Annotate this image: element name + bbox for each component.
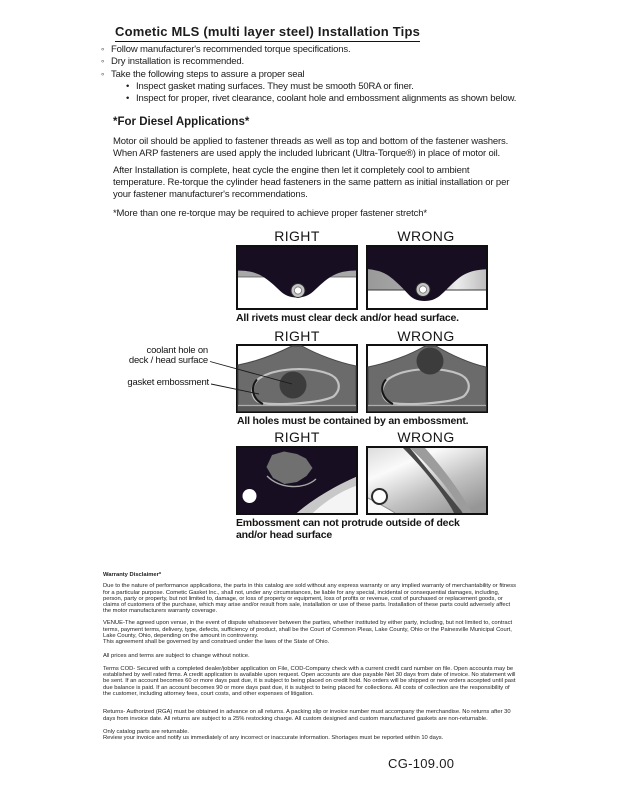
tip-text: Dry installation is recommended. <box>111 56 245 68</box>
warranty-disclaimer-section <box>103 572 517 741</box>
warranty-paragraph: Due to the nature of performance applications, the parts in this catalog are sold without any express warranty or any implied warranty of merchantability or fitness for a particular purpose. Cometic Gasket Inc., shall not, under any circumstances, be liable for any special, incidental or consequential damages, including, person, party or property, but not limited to, damage, or loss of property or equipment, loss of profits or revenue, cost of purchased or replacement goods, or claims of customers of the purchase, which may arise and/or result from sale, installation or use of these parts. Installation of these parts could adversely affect the motor manufacturers warranty coverage. <box>103 583 517 615</box>
row2-wrong-label: WRONG <box>397 328 455 344</box>
coolant-hole-icon <box>417 348 444 375</box>
open-bullet-icon: ◦ <box>101 68 105 80</box>
installation-tips-list <box>101 44 571 105</box>
only-catalog-text: Only catalog parts are returnable. <box>103 728 190 735</box>
retorque-note: *More than one re-torque may be required to achieve proper fastener stretch* <box>113 208 427 219</box>
prices-paragraph: All prices and terms are subject to change without notice. <box>103 653 250 660</box>
diesel-applications-section <box>113 116 517 225</box>
diagram-protrusion-wrong <box>366 446 488 515</box>
venue-text: VENUE-The agreed upon venue, in the event of dispute whatsoever between the parties, whether instituted by either party, including, but not limited to, contract terms, payment terms, delivery, type, defects, sufficiency of product, shall be the Court of Common Pleas, Lake County, Ohio or the Painesville Municipal Court, Lake County, Ohio, depending on the amount in controversy. <box>103 620 513 639</box>
diagram-protrusion-right <box>236 446 358 515</box>
gasket-embossment-annotation: gasket embossment <box>127 377 209 388</box>
list-item <box>126 81 571 93</box>
venue-paragraph <box>103 620 517 645</box>
list-item <box>126 93 571 105</box>
tip-text: Inspect for proper, rivet clearance, coolant hole and embossment alignments as shown below. <box>136 92 517 104</box>
returnable-paragraph <box>103 729 517 742</box>
filled-bullet-icon: • <box>126 92 130 104</box>
tip-text: Follow manufacturer's recommended torque specifications. <box>111 44 351 55</box>
tip-text: Take the following steps to assure a proper seal <box>111 68 305 80</box>
filled-bullet-icon: • <box>126 80 130 92</box>
review-invoice-text: Review your invoice and notify us immediately of any incorrect or inaccurate information. Shortages must be reported within 10 days. <box>103 735 444 742</box>
tip-text: Inspect gasket mating surfaces. They must be smooth 50RA or finer. <box>136 80 414 92</box>
row1-wrong-label: WRONG <box>397 228 455 244</box>
list-item <box>101 56 571 68</box>
returns-paragraph: Returns- Authorized (RGA) must be obtained in advance on all returns. A packing slip or invoice number must accompany the merchandise. No returns after 30 days from invoice date. All returns are subject to a 25% restocking charge. All custom designed and custom manufactured gaskets are non-returnable. <box>103 709 511 722</box>
diagram-embossment-right <box>236 344 358 413</box>
diesel-paragraph: After Installation is complete, heat cycle the engine then let it completely cool to ambient temperature. Re-torque the cylinder head fasteners in the same pattern as initial installation or per your fastener manufacturer's recommendations. <box>113 165 510 200</box>
bolt-hole-icon <box>372 489 387 504</box>
row2-caption: All holes must be contained by an embossment. <box>237 415 469 427</box>
row3-right-label: RIGHT <box>274 429 320 445</box>
page-number: CG-109.00 <box>388 756 455 771</box>
row1-right-label: RIGHT <box>274 228 320 244</box>
diagram-embossment-wrong <box>366 344 488 413</box>
open-bullet-icon: ◦ <box>101 44 105 55</box>
diagram-rivet-wrong <box>366 245 488 310</box>
row3-wrong-label: WRONG <box>397 429 455 445</box>
diesel-paragraph: Motor oil should be applied to fastener threads as well as top and bottom of the fastener washers. When ARP fasteners are used apply the included lubricant (Ultra-Torque®) in place of motor oil. <box>113 136 509 159</box>
coolant-hole-annotation: deck / head surface <box>128 355 208 366</box>
diagram-rivet-right <box>236 245 358 310</box>
row1-caption: All rivets must clear deck and/or head surface. <box>236 312 459 324</box>
row3-caption: Embossment can not protrude outside of deck and/or head surface <box>236 517 460 541</box>
bolt-hole-icon <box>243 489 257 503</box>
page-title: Cometic MLS (multi layer steel) Installation Tips <box>115 24 420 42</box>
open-bullet-icon: ◦ <box>101 56 105 68</box>
warranty-heading: Warranty Disclaimer* <box>103 572 162 578</box>
diesel-heading: *For Diesel Applications* <box>113 116 250 128</box>
terms-paragraph: Terms COD- Secured with a completed dealer/jobber application on File, COD-Company check with a current credit card number on file. Open accounts may be established by well rated firms. A credit application is available upon request. Open accounts are due payable Net 30 days from date of invoice. No statement will be sent. If an account becomes 60 or more days past due, it is subject to being placed on credit hold. No orders will be shipped or new orders accepted until past due balance is paid. If an account becomes 90 or more days past due, it is subject to being placed for collections. All costs of collection are the responsibility of the customer, including attorney fees, court costs, and other expenses of litigation. <box>103 665 516 697</box>
governed-text: This agreement shall be governed by and construed under the laws of the State of Ohio. <box>103 639 330 646</box>
list-item <box>101 44 571 56</box>
coolant-hole-annotation: coolant hole on <box>146 345 208 356</box>
coolant-hole-icon <box>280 372 307 399</box>
list-item <box>101 69 571 81</box>
row2-right-label: RIGHT <box>274 328 320 344</box>
